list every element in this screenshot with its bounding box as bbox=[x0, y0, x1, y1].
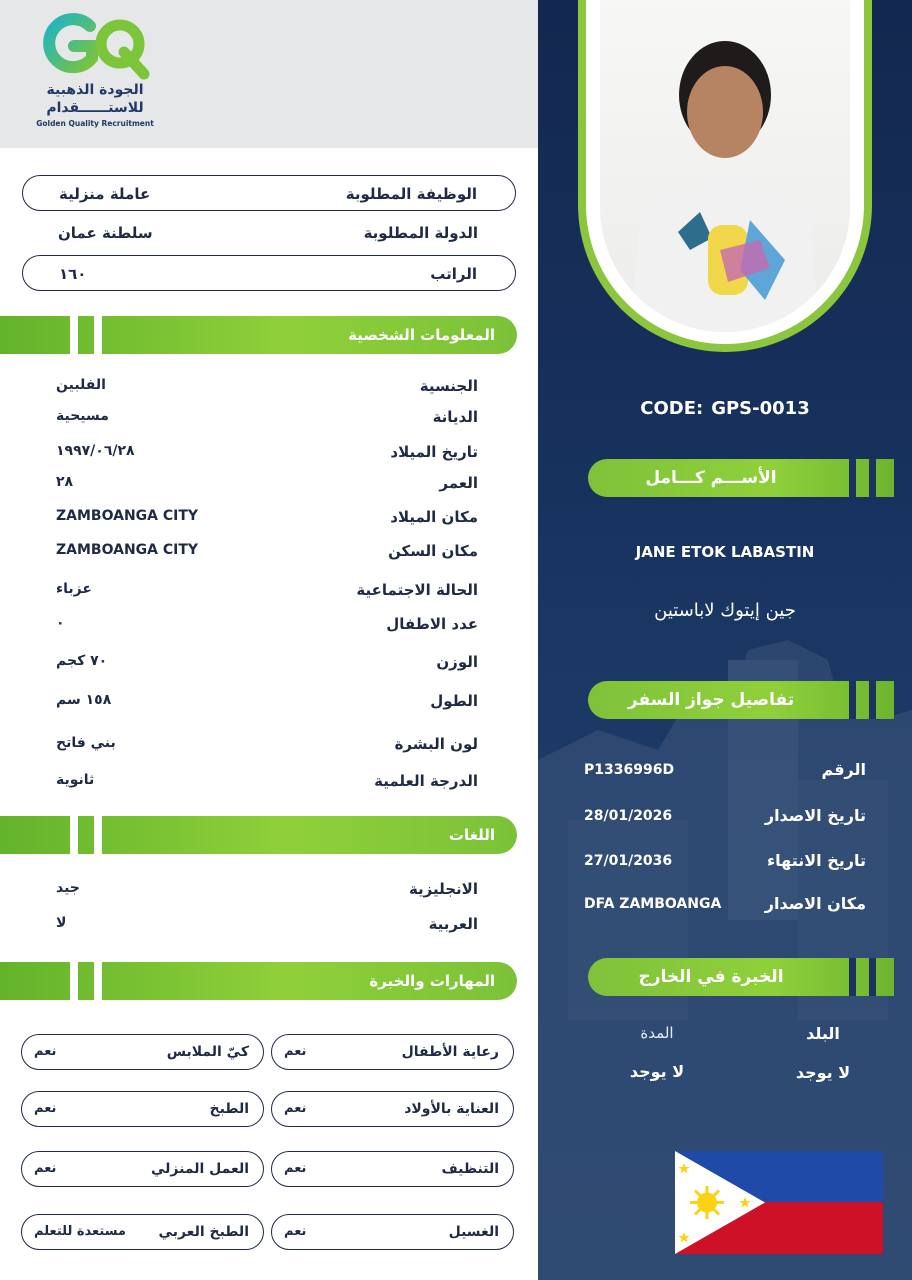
info-row-nationality bbox=[56, 377, 478, 401]
skill-ironing-value: نعم bbox=[34, 1044, 57, 1059]
skill-cleaning bbox=[271, 1151, 514, 1187]
info-row-height bbox=[56, 692, 478, 716]
skills-header bbox=[0, 962, 517, 1000]
experience-duration-header: المدة bbox=[640, 1024, 674, 1042]
person-icon bbox=[600, 0, 850, 332]
skill-housework-value: نعم bbox=[34, 1161, 57, 1176]
personal-info-title: المعلومات الشخصية bbox=[348, 326, 495, 344]
code-label: CODE: bbox=[640, 398, 704, 419]
skill-housework bbox=[21, 1151, 264, 1187]
experience-duration-col bbox=[602, 1024, 712, 1081]
passport-title: تفاصيل جواز السفر bbox=[627, 690, 795, 710]
job-title-value: عاملة منزلية bbox=[59, 185, 151, 203]
education-label: الدرجة العلمية bbox=[374, 772, 478, 790]
info-row-skin bbox=[56, 735, 478, 759]
skill-kids-care bbox=[271, 1091, 514, 1127]
logo-band bbox=[0, 0, 538, 148]
experience-country-value: لا يوجد bbox=[795, 1063, 851, 1082]
info-row-children bbox=[56, 615, 478, 639]
skill-cleaning-label: التنظيف bbox=[441, 1161, 499, 1177]
skill-arabic-cooking-label: الطبخ العربي bbox=[158, 1224, 249, 1240]
full-name-english: JANE ETOK LABASTIN bbox=[635, 543, 815, 561]
info-row-age bbox=[56, 474, 478, 498]
skill-cooking-value: نعم bbox=[34, 1101, 57, 1116]
skill-ironing-label: كيّ الملابس bbox=[166, 1044, 249, 1060]
skill-housework-label: العمل المنزلي bbox=[151, 1161, 249, 1177]
skill-arabic-cooking bbox=[21, 1214, 264, 1250]
nationality-label: الجنسية bbox=[419, 377, 478, 395]
passport-place-value: DFA ZAMBOANGA bbox=[584, 896, 722, 912]
religion-label: الديانة bbox=[432, 408, 478, 426]
right-panel bbox=[538, 0, 912, 1280]
weight-value: ٧٠ كجم bbox=[56, 653, 108, 669]
languages-header bbox=[0, 816, 517, 854]
skill-kids-care-label: العناية بالأولاد bbox=[404, 1101, 499, 1117]
birthplace-value: ZAMBOANGA CITY bbox=[56, 508, 199, 524]
experience-duration-value: لا يوجد bbox=[629, 1062, 685, 1081]
age-label: العمر bbox=[439, 474, 478, 492]
candidate-photo bbox=[600, 0, 850, 332]
skin-label: لون البشرة bbox=[394, 735, 478, 753]
job-title-label: الوظيفة المطلوبة bbox=[345, 185, 477, 203]
height-label: الطول bbox=[430, 692, 478, 710]
marital-value: عزباء bbox=[56, 581, 92, 597]
skill-laundry bbox=[271, 1214, 514, 1250]
education-value: ثانوية bbox=[56, 772, 95, 788]
philippines-flag-icon bbox=[675, 1151, 883, 1254]
lang-row-arabic bbox=[56, 915, 478, 939]
logo-arabic-line1: الجودة الذهبية bbox=[46, 82, 144, 98]
job-country-value: سلطنة عمان bbox=[58, 224, 153, 242]
info-row-marital bbox=[56, 581, 478, 605]
info-row-birthdate bbox=[56, 443, 478, 467]
residence-label: مكان السكن bbox=[388, 542, 478, 560]
passport-number-value: P1336996D bbox=[584, 762, 675, 778]
english-value: جيد bbox=[56, 880, 80, 896]
english-label: الانجليزية bbox=[408, 880, 478, 898]
birthdate-value: ١٩٩٧/٠٦/٢٨ bbox=[56, 443, 135, 459]
info-row-education bbox=[56, 772, 478, 796]
skill-cleaning-value: نعم bbox=[284, 1161, 307, 1176]
job-country-row bbox=[22, 215, 516, 251]
passport-expiry-value: 27/01/2036 bbox=[584, 853, 673, 869]
passport-issue-label: تاريخ الاصدار bbox=[764, 806, 866, 825]
birthdate-label: تاريخ الميلاد bbox=[390, 443, 478, 461]
arabic-value: لا bbox=[56, 915, 67, 931]
skill-childcare bbox=[271, 1034, 514, 1070]
skill-cooking-label: الطبخ bbox=[209, 1101, 249, 1117]
experience-country-header: البلد bbox=[806, 1024, 840, 1043]
age-value: ٢٨ bbox=[56, 474, 74, 490]
passport-issue-value: 28/01/2026 bbox=[584, 808, 673, 824]
passport-number-row bbox=[584, 760, 866, 784]
skills-title: المهارات والخبرة bbox=[369, 972, 495, 990]
skill-ironing bbox=[21, 1034, 264, 1070]
passport-expiry-row bbox=[584, 851, 866, 875]
height-value: ١٥٨ سم bbox=[56, 692, 112, 708]
skin-value: بني فاتح bbox=[56, 735, 116, 751]
passport-place-label: مكان الاصدار bbox=[764, 894, 866, 913]
passport-number-label: الرقم bbox=[821, 760, 866, 779]
passport-place-row bbox=[584, 894, 866, 918]
info-row-birthplace bbox=[56, 508, 478, 532]
residence-value: ZAMBOANGA CITY bbox=[56, 542, 199, 558]
arabic-label: العربية bbox=[428, 915, 478, 933]
skill-cooking bbox=[21, 1091, 264, 1127]
children-value: ٠ bbox=[56, 615, 65, 631]
religion-value: مسيحية bbox=[56, 408, 109, 424]
marital-label: الحالة الاجتماعية bbox=[356, 581, 478, 599]
salary-row bbox=[22, 255, 516, 291]
photo-frame bbox=[578, 0, 872, 352]
salary-value: ١٦٠ bbox=[59, 265, 87, 283]
info-row-weight bbox=[56, 653, 478, 677]
lang-row-english bbox=[56, 880, 478, 904]
gq-logo-icon bbox=[40, 12, 150, 80]
skill-laundry-label: الغسيل bbox=[448, 1224, 499, 1240]
full-name-arabic: جين إيتوك لاباستين bbox=[654, 600, 796, 621]
logo-arabic-line2: للاستــــــقدام bbox=[46, 100, 144, 116]
info-row-residence bbox=[56, 542, 478, 566]
skill-childcare-value: نعم bbox=[284, 1044, 307, 1059]
birthplace-label: مكان الميلاد bbox=[390, 508, 478, 526]
languages-title: اللغات bbox=[448, 826, 495, 844]
experience-title: الخبرة في الخارج bbox=[638, 967, 784, 987]
company-logo bbox=[30, 12, 160, 138]
logo-english: Golden Quality Recruitment bbox=[36, 119, 154, 128]
job-country-label: الدولة المطلوبة bbox=[363, 224, 478, 242]
children-label: عدد الاطفال bbox=[386, 615, 478, 633]
nationality-value: الفلبين bbox=[56, 377, 106, 393]
skill-laundry-value: نعم bbox=[284, 1224, 307, 1239]
weight-label: الوزن bbox=[436, 653, 478, 671]
skill-kids-care-value: نعم bbox=[284, 1101, 307, 1116]
full-name-title: الأســـم كـــامل bbox=[645, 468, 777, 488]
skill-childcare-label: رعاية الأطفال bbox=[401, 1044, 499, 1060]
skill-arabic-cooking-value: مستعدة للتعلم bbox=[34, 1224, 126, 1239]
job-title-row bbox=[22, 175, 516, 211]
salary-label: الراتب bbox=[430, 265, 477, 283]
passport-expiry-label: تاريخ الانتهاء bbox=[766, 851, 866, 870]
personal-info-header bbox=[0, 316, 517, 354]
passport-issue-row bbox=[584, 806, 866, 830]
info-row-religion bbox=[56, 408, 478, 432]
code-value: GPS-0013 bbox=[711, 398, 810, 419]
candidate-code bbox=[538, 398, 912, 419]
passport-header bbox=[588, 681, 894, 719]
experience-header bbox=[588, 958, 894, 996]
experience-country-col bbox=[768, 1024, 878, 1082]
full-name-header bbox=[588, 459, 894, 497]
